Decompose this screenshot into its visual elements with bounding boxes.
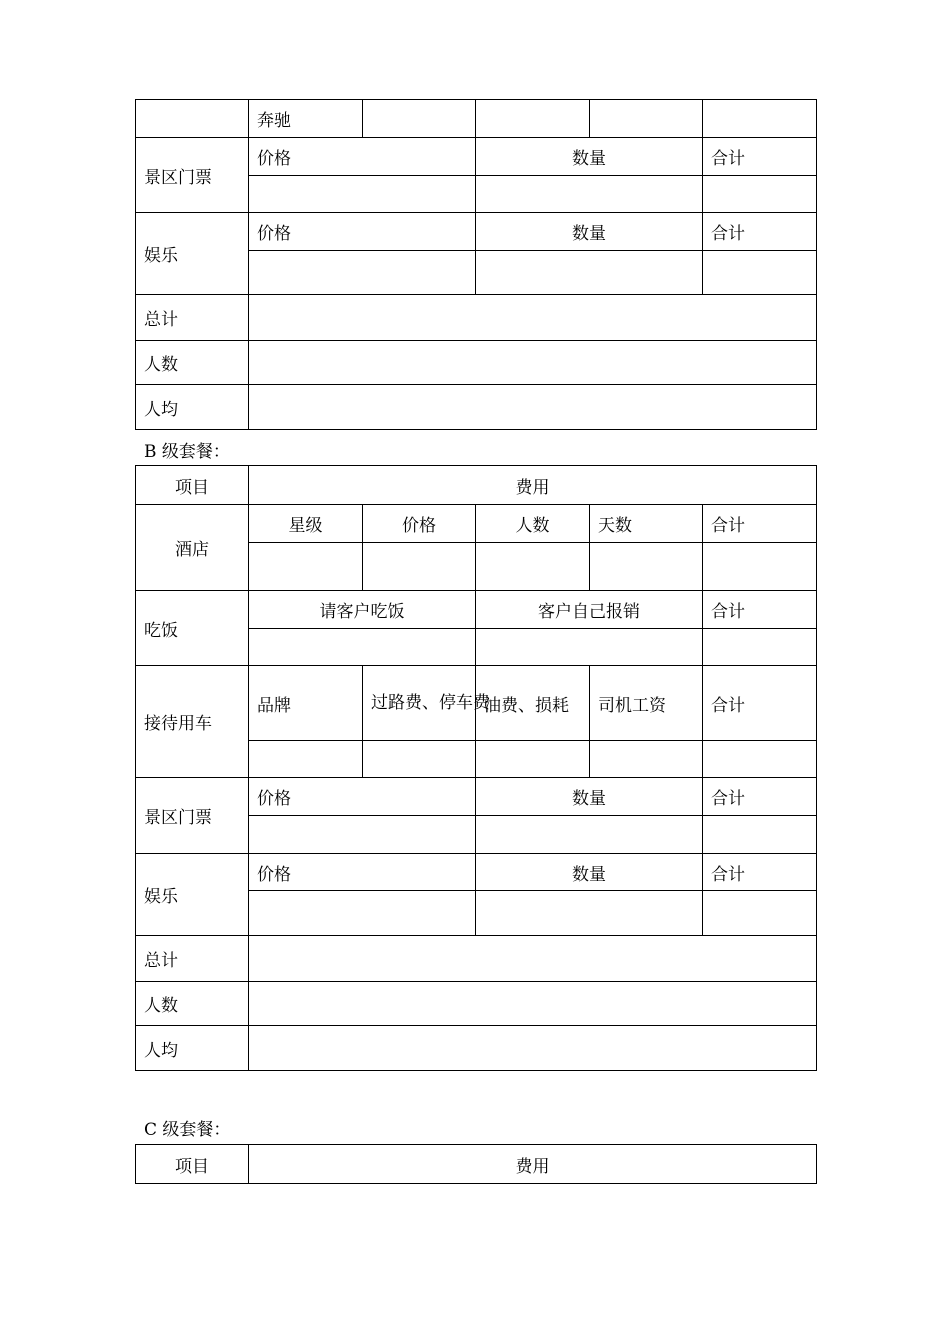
table-row bbox=[136, 295, 817, 341]
table-cell bbox=[703, 100, 817, 138]
table-row bbox=[136, 341, 817, 385]
car-toll-cell[interactable] bbox=[363, 741, 476, 778]
fun-price-cell[interactable] bbox=[249, 891, 476, 936]
ticket-qty-cell[interactable] bbox=[476, 176, 703, 213]
car-driver-cell[interactable] bbox=[590, 741, 703, 778]
ticket-qty-cell[interactable] bbox=[476, 816, 703, 854]
hotel-days-header: 天数 bbox=[590, 505, 703, 543]
car-total-cell[interactable] bbox=[703, 741, 817, 778]
fun-qty-cell[interactable] bbox=[476, 251, 703, 295]
hotel-price-cell[interactable] bbox=[363, 543, 476, 591]
meal-self-header: 客户自己报销 bbox=[476, 591, 703, 629]
ticket-label: 景区门票 bbox=[136, 138, 249, 213]
people-value-cell[interactable] bbox=[249, 341, 817, 385]
table-row bbox=[136, 936, 817, 982]
table-row bbox=[136, 666, 817, 741]
fun-total-header: 合计 bbox=[703, 213, 817, 251]
item-header: 项目 bbox=[136, 466, 249, 505]
fun-total-header: 合计 bbox=[703, 854, 817, 891]
table-row bbox=[136, 138, 817, 176]
fun-label: 娱乐 bbox=[136, 854, 249, 936]
car-brand-header: 品牌 bbox=[249, 666, 363, 741]
fun-qty-cell[interactable] bbox=[476, 891, 703, 936]
ticket-total-cell[interactable] bbox=[703, 816, 817, 854]
ticket-price-header: 价格 bbox=[249, 138, 476, 176]
ticket-total-header: 合计 bbox=[703, 778, 817, 816]
sum-label: 总计 bbox=[136, 295, 249, 341]
meal-total-cell[interactable] bbox=[703, 629, 817, 666]
table-row bbox=[136, 505, 817, 543]
car-fuel-cell[interactable] bbox=[476, 741, 590, 778]
car-label: 接待用车 bbox=[136, 666, 249, 778]
ticket-qty-header: 数量 bbox=[476, 138, 703, 176]
fun-label: 娱乐 bbox=[136, 213, 249, 295]
meal-self-cell[interactable] bbox=[476, 629, 703, 666]
sum-value-cell[interactable] bbox=[249, 295, 817, 341]
ticket-total-header: 合计 bbox=[703, 138, 817, 176]
section-b-title: B 级套餐： bbox=[144, 442, 230, 462]
fun-total-cell[interactable] bbox=[703, 251, 817, 295]
table-cell bbox=[590, 100, 703, 138]
avg-value-cell[interactable] bbox=[249, 1026, 817, 1071]
avg-value-cell[interactable] bbox=[249, 385, 817, 430]
hotel-days-cell[interactable] bbox=[590, 543, 703, 591]
fun-price-header: 价格 bbox=[249, 854, 476, 891]
table-row bbox=[136, 1026, 817, 1071]
table-row bbox=[136, 385, 817, 430]
hotel-people-header: 人数 bbox=[476, 505, 590, 543]
avg-label: 人均 bbox=[136, 385, 249, 430]
table-row bbox=[136, 1145, 817, 1184]
fun-price-cell[interactable] bbox=[249, 251, 476, 295]
meal-host-header: 请客户吃饭 bbox=[249, 591, 476, 629]
fun-price-header: 价格 bbox=[249, 213, 476, 251]
people-value-cell[interactable] bbox=[249, 982, 817, 1026]
people-label: 人数 bbox=[136, 982, 249, 1026]
meal-label: 吃饭 bbox=[136, 591, 249, 666]
item-header: 项目 bbox=[136, 1145, 249, 1184]
ticket-price-cell[interactable] bbox=[249, 176, 476, 213]
hotel-price-header: 价格 bbox=[363, 505, 476, 543]
ticket-price-header: 价格 bbox=[249, 778, 476, 816]
table-row bbox=[136, 591, 817, 629]
car-driver-header: 司机工资 bbox=[590, 666, 703, 741]
package-a-table bbox=[135, 99, 817, 430]
hotel-label: 酒店 bbox=[136, 505, 249, 591]
table-cell bbox=[136, 100, 249, 138]
fun-qty-header: 数量 bbox=[476, 854, 703, 891]
cost-header: 费用 bbox=[249, 466, 817, 505]
car-toll-header: 过路费、停车费 bbox=[363, 666, 476, 741]
sum-value-cell[interactable] bbox=[249, 936, 817, 982]
table-cell bbox=[363, 100, 476, 138]
ticket-label: 景区门票 bbox=[136, 778, 249, 854]
package-b-table bbox=[135, 465, 817, 1071]
cost-header: 费用 bbox=[249, 1145, 817, 1184]
table-row bbox=[136, 213, 817, 251]
fun-total-cell[interactable] bbox=[703, 891, 817, 936]
ticket-total-cell[interactable] bbox=[703, 176, 817, 213]
table-row bbox=[136, 100, 817, 138]
table-cell bbox=[476, 100, 590, 138]
car-fuel-header: 油费、损耗 bbox=[476, 666, 590, 741]
table-row bbox=[136, 778, 817, 816]
hotel-total-header: 合计 bbox=[703, 505, 817, 543]
hotel-total-cell[interactable] bbox=[703, 543, 817, 591]
sum-label: 总计 bbox=[136, 936, 249, 982]
package-c-table bbox=[135, 1144, 817, 1184]
people-label: 人数 bbox=[136, 341, 249, 385]
hotel-star-cell[interactable] bbox=[249, 543, 363, 591]
table-row bbox=[136, 466, 817, 505]
car-brand-value: 奔驰 bbox=[249, 100, 363, 138]
table-row bbox=[136, 982, 817, 1026]
ticket-price-cell[interactable] bbox=[249, 816, 476, 854]
hotel-star-header: 星级 bbox=[249, 505, 363, 543]
hotel-people-cell[interactable] bbox=[476, 543, 590, 591]
table-row bbox=[136, 854, 817, 891]
avg-label: 人均 bbox=[136, 1026, 249, 1071]
meal-host-cell[interactable] bbox=[249, 629, 476, 666]
ticket-qty-header: 数量 bbox=[476, 778, 703, 816]
fun-qty-header: 数量 bbox=[476, 213, 703, 251]
car-brand-cell[interactable] bbox=[249, 741, 363, 778]
meal-total-header: 合计 bbox=[703, 591, 817, 629]
car-total-header: 合计 bbox=[703, 666, 817, 741]
section-c-title: C 级套餐： bbox=[144, 1120, 231, 1140]
